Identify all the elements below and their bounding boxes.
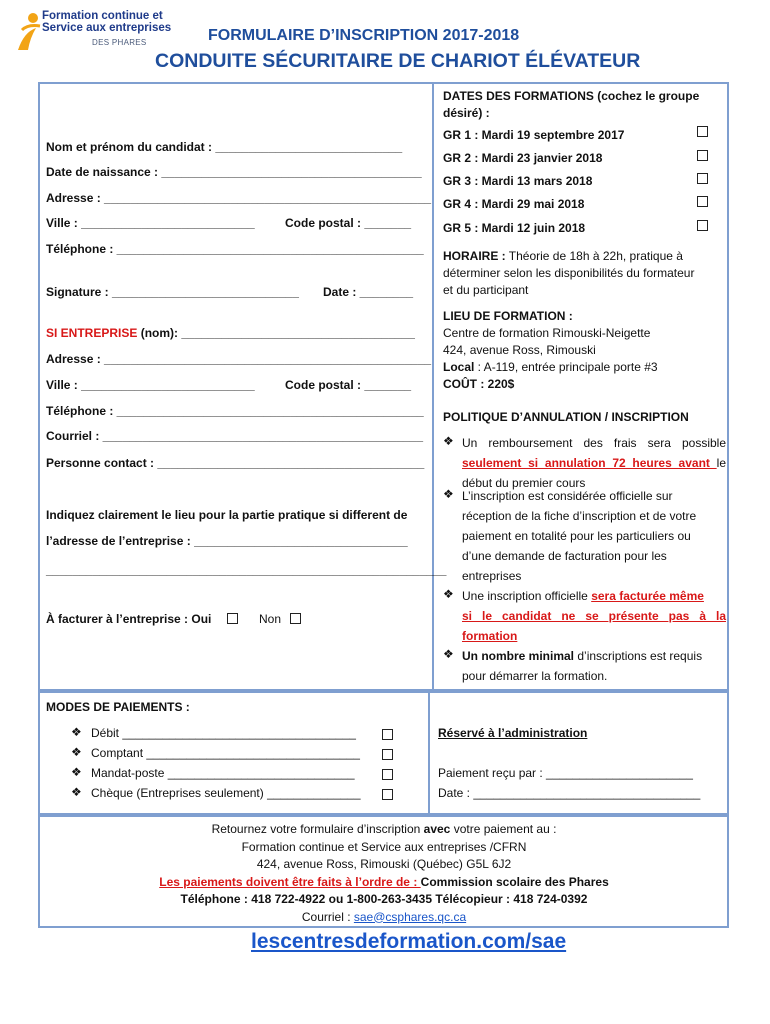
website-link[interactable]: lescentresdeformation.com/sae	[251, 930, 567, 953]
bill-no-checkbox[interactable]	[290, 613, 301, 624]
date-field[interactable]: Date : ________	[323, 285, 414, 299]
phone-field[interactable]: Téléphone : ______________________________________________	[46, 242, 424, 256]
logo-figure-icon	[14, 10, 44, 54]
footer-contact: Retournez votre formulaire d’inscription avec votre paiement au : Formation continue et Service aux entreprises /CFRN 424, avenue Ross, Rimouski (Québec) G5L 6J2 Les paiements doivent être faits à l’ordre de : Commission scolaire des Phares Téléphone : 418 722-4922 ou 1-800-263-3435 Télécopieur : 418 724-0392 Courriel : sae@csphares.qc.ca	[159, 822, 609, 924]
bill-yes-checkbox[interactable]	[227, 613, 238, 624]
diamond-bullet-icon: ❖	[443, 647, 454, 661]
diamond-bullet-icon: ❖	[443, 434, 454, 448]
diamond-bullet-icon: ❖	[443, 587, 454, 601]
group-3-checkbox[interactable]	[697, 173, 708, 184]
schedule-line-1: HORAIRE : Théorie de 18h à 22h, pratique à	[443, 249, 683, 263]
diamond-bullet-icon: ❖	[71, 745, 82, 759]
policy-heading: POLITIQUE D’ANNULATION / INSCRIPTION	[443, 410, 689, 424]
group-4-label: GR 4 : Mardi 29 mai 2018	[443, 197, 585, 211]
dates-heading: DATES DES FORMATIONS (cochez le groupe	[443, 89, 700, 103]
group-5-label: GR 5 : Mardi 12 juin 2018	[443, 221, 586, 235]
group-2-label: GR 2 : Mardi 23 janvier 2018	[443, 151, 603, 165]
payment-cash: Comptant ________________________________	[91, 746, 360, 760]
schedule-line-3: et du participant	[443, 283, 529, 297]
email-link[interactable]: sae@csphares.qc.ca	[353, 909, 467, 924]
policy-item-1: Un remboursement des frais sera possible seulement si annulation 72 heures avant le début du premier cours	[462, 436, 726, 490]
enterprise-label: SI ENTREPRISE	[46, 326, 138, 340]
bill-enterprise-question: À facturer à l’entreprise : Oui	[46, 612, 212, 626]
enterprise-phone-field[interactable]: Téléphone : ______________________________________________	[46, 404, 424, 418]
policy-item-4: Un nombre minimal d’inscriptions est requis pour démarrer la formation.	[462, 649, 703, 683]
admin-heading: Réservé à l’administration	[438, 726, 588, 740]
logo-line-3: DES PHARES	[92, 38, 147, 47]
location-line-1: Centre de formation Rimouski-Neigette	[443, 326, 651, 340]
location-heading: LIEU DE FORMATION :	[443, 309, 573, 323]
group-2-checkbox[interactable]	[697, 150, 708, 161]
admin-received-field[interactable]: Paiement reçu par : ______________________	[438, 766, 693, 780]
diamond-bullet-icon: ❖	[71, 785, 82, 799]
payment-money-order-checkbox[interactable]	[382, 769, 393, 780]
logo-line-2: Service aux entreprises	[42, 22, 172, 34]
signature-field[interactable]: Signature : ____________________________	[46, 285, 299, 299]
payment-debit: Débit ___________________________________	[91, 726, 356, 740]
diamond-bullet-icon: ❖	[71, 725, 82, 739]
location-question: Indiquez clairement le lieu pour la partie pratique si different de	[46, 508, 408, 522]
location-field-line2[interactable]: ____________________________________________________________	[46, 563, 447, 577]
contact-person-field[interactable]: Personne contact : ________________________________________	[46, 456, 425, 470]
city-field[interactable]: Ville : __________________________	[46, 216, 255, 230]
admin-date-field[interactable]: Date : __________________________________	[438, 786, 701, 800]
postal-code-field[interactable]: Code postal : _______	[285, 216, 412, 230]
payment-cash-checkbox[interactable]	[382, 749, 393, 760]
main-divider	[432, 82, 434, 691]
address-field[interactable]: Adresse : _________________________________________________	[46, 191, 432, 205]
payment-cheque: Chèque (Entreprises seulement) ______________	[91, 786, 361, 800]
dates-heading-2: désiré) :	[443, 106, 490, 120]
group-1-label: GR 1 : Mardi 19 septembre 2017	[443, 128, 625, 142]
payment-divider	[428, 691, 430, 815]
location-line-2: 424, avenue Ross, Rimouski	[443, 343, 596, 357]
group-3-label: GR 3 : Mardi 13 mars 2018	[443, 174, 593, 188]
policy-item-2: L’inscription est considérée officielle sur réception de la fiche d’inscription et de votre paiement en totalité pour les particuliers ou d’une demande de facturation pour les entreprises	[462, 489, 697, 583]
location-field[interactable]: l’adresse de l’entreprise : ________________________________	[46, 534, 408, 548]
payment-money-order: Mandat-poste ____________________________	[91, 766, 355, 780]
birthdate-field[interactable]: Date de naissance : _______________________________________	[46, 165, 422, 179]
enterprise-email-field[interactable]: Courriel : ________________________________________________	[46, 429, 424, 443]
bill-no-label: Non	[259, 612, 282, 626]
group-4-checkbox[interactable]	[697, 196, 708, 207]
form-subtitle: CONDUITE SÉCURITAIRE DE CHARIOT ÉLÉVATEUR	[155, 50, 641, 72]
policy-item-3: Une inscription officielle sera facturée même si le candidat ne se présente pas à la formation	[462, 589, 726, 643]
enterprise-postal-field[interactable]: Code postal : _______	[285, 378, 412, 392]
payment-cheque-checkbox[interactable]	[382, 789, 393, 800]
enterprise-name-field[interactable]: SI ENTREPRISE (nom): ___________________________________	[46, 326, 415, 340]
location-local: Local : A-119, entrée principale porte #3	[443, 360, 658, 374]
enterprise-city-field[interactable]: Ville : __________________________	[46, 378, 255, 392]
form-title: FORMULAIRE D’INSCRIPTION 2017-2018	[208, 27, 520, 44]
diamond-bullet-icon: ❖	[443, 487, 454, 501]
logo-line-1: Formation continue et	[42, 10, 163, 22]
group-5-checkbox[interactable]	[697, 220, 708, 231]
group-1-checkbox[interactable]	[697, 126, 708, 137]
candidate-name-field[interactable]: Nom et prénom du candidat : ____________________________	[46, 140, 403, 154]
diamond-bullet-icon: ❖	[71, 765, 82, 779]
payment-debit-checkbox[interactable]	[382, 729, 393, 740]
logo	[14, 8, 172, 54]
schedule-line-2: déterminer selon les disponibilités du formateur	[443, 266, 695, 280]
enterprise-address-field[interactable]: Adresse : _________________________________________________	[46, 352, 432, 366]
payments-heading: MODES DE PAIEMENTS :	[46, 700, 190, 714]
cost: COÛT : 220$	[443, 377, 515, 391]
